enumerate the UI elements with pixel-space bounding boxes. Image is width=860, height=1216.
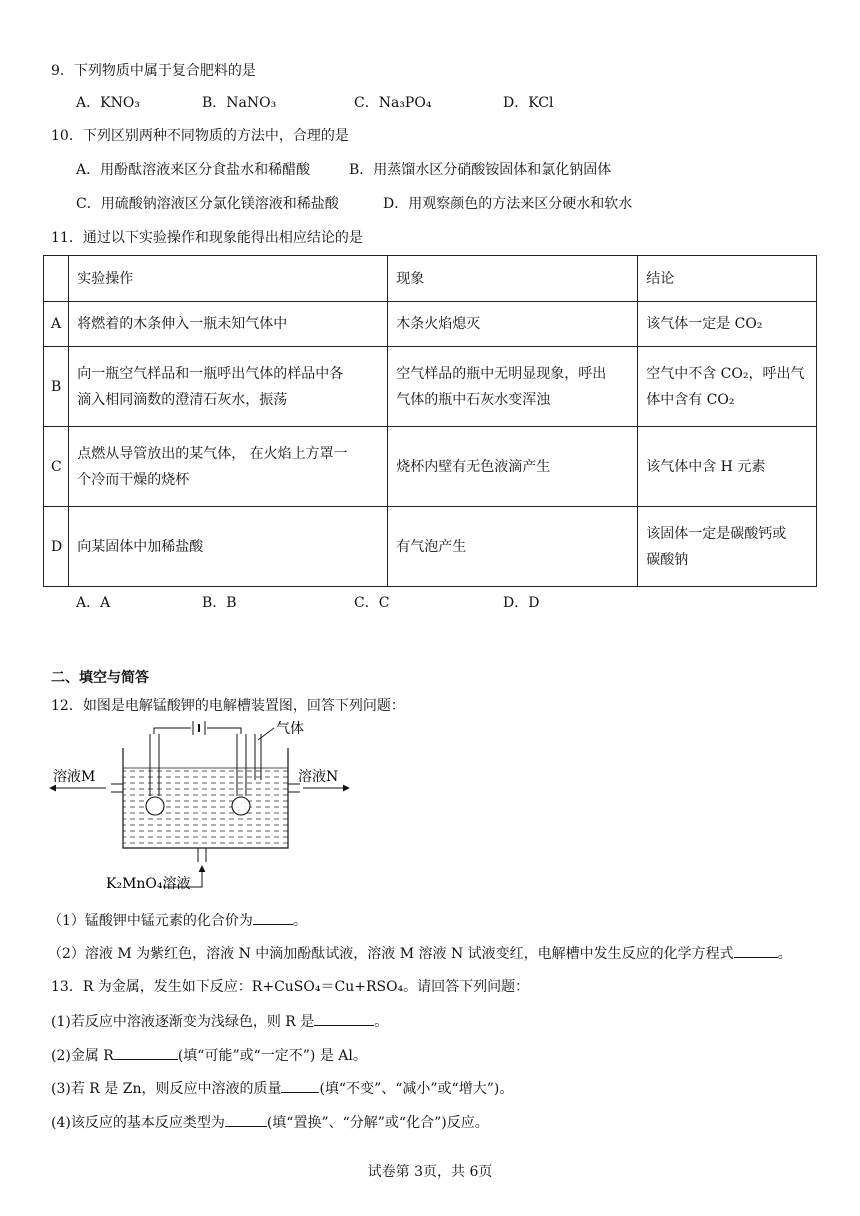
q9-option-b: B．NaNO₃ bbox=[202, 95, 277, 111]
answer-blank[interactable] bbox=[281, 1078, 319, 1093]
operation-cell: 向一瓶空气样品和一瓶呼出气体的样品中各 滴入相同滴数的澄清石灰水，振荡 bbox=[69, 347, 388, 427]
right-outlet-label: 溶液N bbox=[298, 769, 339, 785]
q12-sub1: （1）锰酸钾中锰元素的化合价为 。 bbox=[48, 910, 307, 931]
answer-blank[interactable] bbox=[734, 943, 778, 958]
phenomenon-cell: 木条火焰熄灭 bbox=[388, 302, 638, 347]
q9-option-a: A．KNO₃ bbox=[76, 95, 140, 111]
q13-sub4: (4)该反应的基本反应类型为 (填“置换”、“分解”或“化合”)反应。 bbox=[51, 1112, 489, 1133]
row-key: A bbox=[44, 302, 69, 347]
conclusion-cell: 空气中不含 CO₂，呼出气 体中含有 CO₂ bbox=[638, 347, 817, 427]
conclusion-cell: 该固体一定是碳酸钙或 碳酸钠 bbox=[638, 507, 817, 587]
inlet-label: K₂MnO₄溶液 bbox=[106, 876, 191, 892]
q13-sub3: (3)若 R 是 Zn，则反应中溶液的质量 (填“不变”、“减小”或“增大”)。 bbox=[51, 1078, 513, 1099]
question-13-stem: 13．R 为金属，发生如下反应：R+CuSO₄＝Cu+RSO₄。请回答下列问题： bbox=[51, 979, 530, 995]
operation-cell: 点燃从导管放出的某气体， 在火焰上方罩一 个冷而干燥的烧杯 bbox=[69, 427, 388, 507]
q12-sub2: （2）溶液 M 为紫红色，溶液 N 中滴加酚酞试液，溶液 M 溶液 N 试液变红，电解槽中发生反应的化学方程式 。 bbox=[48, 943, 792, 964]
answer-blank[interactable] bbox=[114, 1045, 178, 1060]
conclusion-cell: 该气体中含 H 元素 bbox=[638, 427, 817, 507]
answer-blank[interactable] bbox=[225, 1112, 267, 1127]
table-row bbox=[44, 427, 817, 507]
q11-option-b: B．B bbox=[202, 595, 237, 611]
q9-option-c: C．Na₃PO₄ bbox=[354, 95, 432, 111]
gas-label: 气体 bbox=[276, 721, 304, 737]
table-header-phenomenon: 现象 bbox=[388, 256, 638, 302]
answer-blank[interactable] bbox=[253, 910, 293, 925]
row-key: B bbox=[44, 347, 69, 427]
q11-option-a: A．A bbox=[76, 595, 111, 611]
row-key: D bbox=[44, 507, 69, 587]
table-header-row bbox=[44, 256, 817, 302]
q10-option-d: D．用观察颜色的方法来区分硬水和软水 bbox=[383, 196, 633, 212]
question-12-stem: 12．如图是电解锰酸钾的电解槽装置图，回答下列问题： bbox=[51, 698, 405, 714]
q10-option-b: B．用蒸馏水区分硝酸铵固体和氯化钠固体 bbox=[349, 162, 612, 178]
phenomenon-cell: 空气样品的瓶中无明显现象，呼出 气体的瓶中石灰水变浑浊 bbox=[388, 347, 638, 427]
operation-cell: 将燃着的木条伸入一瓶未知气体中 bbox=[69, 302, 388, 347]
q9-option-d: D．KCl bbox=[503, 95, 554, 111]
q11-option-d: D．D bbox=[503, 595, 540, 611]
electrolysis-diagram bbox=[48, 720, 358, 900]
phenomenon-cell: 烧杯内壁有无色液滴产生 bbox=[388, 427, 638, 507]
row-key: C bbox=[44, 427, 69, 507]
answer-blank[interactable] bbox=[314, 1011, 374, 1026]
question-10-stem: 10．下列区别两种不同物质的方法中，合理的是 bbox=[51, 128, 349, 144]
section-title: 二、填空与简答 bbox=[51, 670, 149, 686]
experiment-table bbox=[43, 255, 817, 587]
table-header-operation: 实验操作 bbox=[69, 256, 388, 302]
q10-option-a: A．用酚酞溶液来区分食盐水和稀醋酸 bbox=[76, 162, 311, 178]
q13-sub1: (1)若反应中溶液逐渐变为浅绿色，则 R 是 。 bbox=[51, 1011, 388, 1032]
question-9-stem: 9．下列物质中属于复合肥料的是 bbox=[51, 63, 256, 79]
left-outlet-label: 溶液M bbox=[53, 769, 96, 785]
table-row bbox=[44, 347, 817, 427]
phenomenon-cell: 有气泡产生 bbox=[388, 507, 638, 587]
table-header-conclusion: 结论 bbox=[638, 256, 817, 302]
conclusion-cell: 该气体一定是 CO₂ bbox=[638, 302, 817, 347]
table-cell bbox=[44, 256, 69, 302]
table-row bbox=[44, 302, 817, 347]
q10-option-c: C．用硫酸钠溶液区分氯化镁溶液和稀盐酸 bbox=[76, 196, 339, 212]
page-footer: 试卷第 3页，共 6页 bbox=[367, 1164, 493, 1180]
table-row bbox=[44, 507, 817, 587]
q11-option-c: C．C bbox=[354, 595, 390, 611]
operation-cell: 向某固体中加稀盐酸 bbox=[69, 507, 388, 587]
question-11-stem: 11．通过以下实验操作和现象能得出相应结论的是 bbox=[51, 230, 363, 246]
q13-sub2: (2)金属 R (填“可能”或“一定不”) 是 Al。 bbox=[51, 1045, 367, 1066]
